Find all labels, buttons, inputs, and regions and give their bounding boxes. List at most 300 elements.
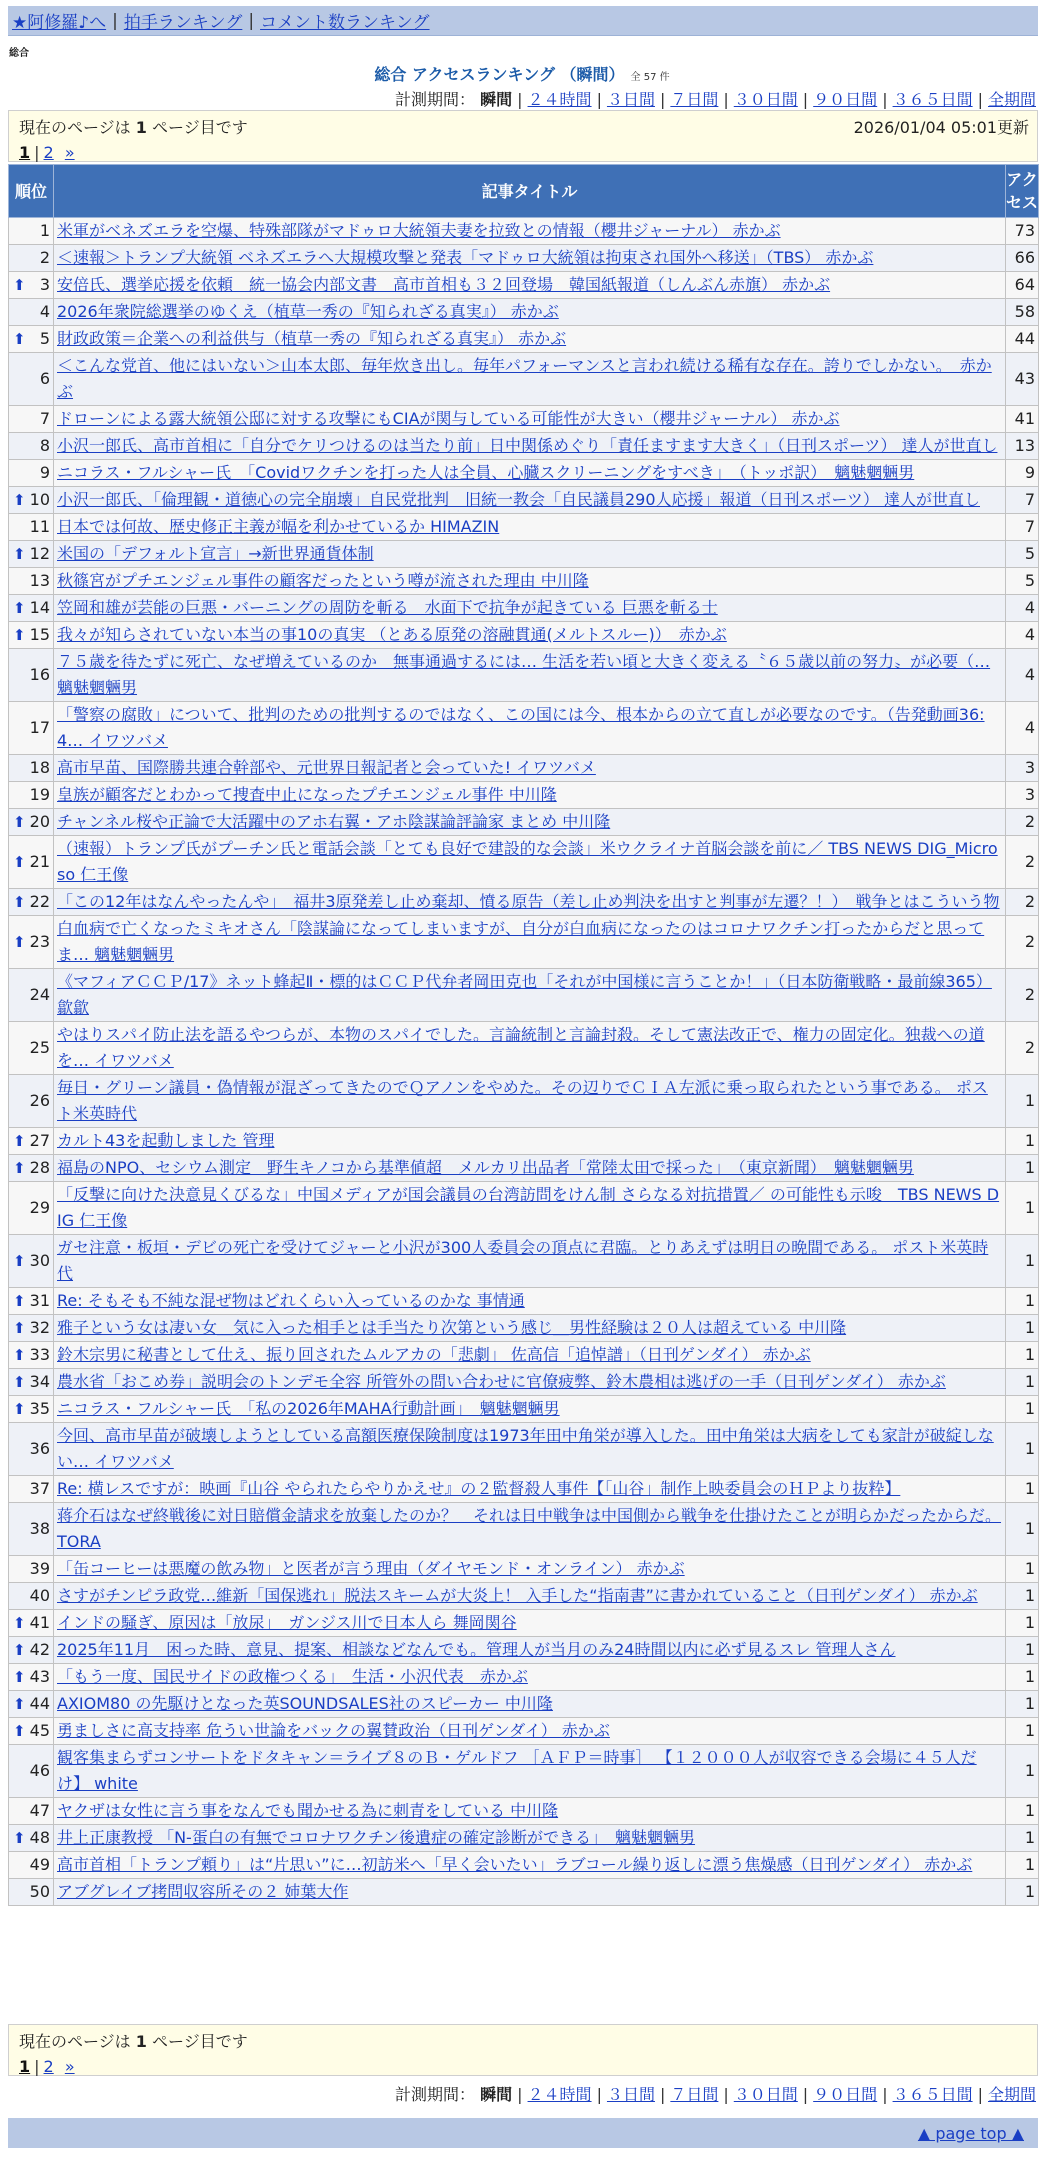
table-row	[9, 1128, 1039, 1155]
rank-up-arrow-icon: ⬆	[13, 330, 26, 348]
top-navigation	[8, 6, 1038, 36]
title-cell	[54, 836, 1006, 889]
access-count: 43	[1006, 353, 1039, 406]
rank-number: 25	[29, 1038, 50, 1057]
pagination-box-top	[8, 110, 1038, 162]
access-count: 1	[1006, 1369, 1039, 1396]
rank-cell	[9, 916, 54, 969]
rank-cell	[9, 1583, 54, 1610]
article-title-link[interactable]: 小沢一郎氏、「倫理観・道徳心の完全崩壊」自民党批判 旧統一教会「自民議員290人応援」報道（日刊スポーツ） 達人が世直し	[57, 490, 980, 509]
page-link-1[interactable]: 1	[19, 143, 31, 162]
table-row	[9, 1315, 1039, 1342]
access-count: 5	[1006, 541, 1039, 568]
access-count: 1	[1006, 1342, 1039, 1369]
rank-cell	[9, 702, 54, 755]
access-count: 44	[1006, 326, 1039, 353]
article-title-link[interactable]: 小沢一郎氏、高市首相に「自分でケリつけるのは当たり前」日中関係めぐり「責任ますます大きく」（日刊スポーツ） 達人が世直し	[57, 436, 998, 455]
title-cell	[54, 1342, 1006, 1369]
rank-cell	[9, 782, 54, 809]
table-row	[9, 622, 1039, 649]
article-title-link[interactable]: Re: そもそも不純な混ぜ物はどれくらい入っているのかな 事情通	[57, 1291, 525, 1310]
access-count: 64	[1006, 272, 1039, 299]
access-count: 4	[1006, 649, 1039, 702]
title-cell	[54, 1852, 1006, 1879]
access-count: 1	[1006, 1288, 1039, 1315]
article-title-link[interactable]: 鈴木宗男に秘書として仕え、振り回されたムルアカの「悲劇」 佐高信「追悼譜」（日刊ゲンダイ） 赤かぶ	[57, 1345, 811, 1364]
article-title-link[interactable]: （速報）トランプ氏がプーチン氏と電話会談「とても良好で建設的な会談」米ウクライナ首脳会談を前に／ TBS NEWS DIG_Microso 仁王像	[57, 839, 998, 884]
title-cell	[54, 514, 1006, 541]
rank-cell	[9, 1691, 54, 1718]
article-title-link[interactable]: 2026年衆院総選挙のゆくえ（植草一秀の『知られざる真実』） 赤かぶ	[57, 302, 559, 321]
article-title-link[interactable]: 高市早苗、国際勝共連合幹部や、元世界日報記者と会っていた! イワツバメ	[57, 758, 596, 777]
table-row	[9, 353, 1039, 406]
period-option-90d[interactable]: ９０日間	[813, 2085, 878, 2104]
title-cell	[54, 809, 1006, 836]
rank-cell	[9, 1798, 54, 1825]
article-title-link[interactable]: 「缶コーヒーは悪魔の飲み物」と医者が言う理由（ダイヤモンド・オンライン） 赤かぶ	[57, 1559, 685, 1578]
rank-cell	[9, 1128, 54, 1155]
table-row	[9, 1476, 1039, 1503]
rank-cell	[9, 299, 54, 326]
period-option-24h[interactable]: ２４時間	[527, 90, 592, 109]
title-cell	[54, 406, 1006, 433]
rank-up-arrow-icon: ⬆	[13, 933, 26, 951]
rank-cell	[9, 245, 54, 272]
page-text-post: ページ目です	[152, 2032, 248, 2051]
next-page-link[interactable]: »	[64, 143, 75, 162]
title-cell	[54, 1423, 1006, 1476]
table-row	[9, 568, 1039, 595]
table-row	[9, 1022, 1039, 1075]
rank-number: 26	[29, 1091, 50, 1110]
update-timestamp: 2026/01/04 05:01更新	[853, 118, 1029, 137]
title-cell	[54, 622, 1006, 649]
rank-cell	[9, 326, 54, 353]
period-option-all[interactable]: 全期間	[987, 90, 1036, 109]
rank-number: 10	[29, 490, 50, 509]
rank-up-arrow-icon: ⬆	[13, 1252, 26, 1270]
rank-number: 35	[29, 1399, 50, 1418]
article-title-link[interactable]: 「この12年はなんやったんや」 福井3原発差し止め棄却、憤る原告（差し止め判決を出すと判事が左遷？！） 戦争とはこういう物	[57, 892, 1000, 911]
article-title-link[interactable]: 《マフィアＣＣＰ/17》ネット蜂起Ⅱ・標的はＣＣＰ代弁者岡田克也「それが中国様に言うことか！」（日本防衛戦略・最前線365） 歙歙	[57, 972, 992, 1017]
rank-number: 7	[39, 409, 50, 428]
title-cell	[54, 1610, 1006, 1637]
rank-number: 23	[29, 932, 50, 951]
table-row	[9, 1182, 1039, 1235]
table-row	[9, 460, 1039, 487]
table-row	[9, 1879, 1039, 1906]
article-title-link[interactable]: ドローンによる露大統領公邸に対する攻撃にもCIAが関与している可能性が大きい（櫻井ジャーナル） 赤かぶ	[57, 409, 840, 428]
article-title-link[interactable]: やはりスパイ防止法を語るやつらが、本物のスパイでした。言論統制と言論封殺。そして憲法改正で、権力の固定化。独裁への道を… イワツバメ	[57, 1025, 985, 1070]
period-option-7d[interactable]: ７日間	[670, 90, 719, 109]
rank-cell	[9, 889, 54, 916]
access-count: 1	[1006, 1155, 1039, 1182]
article-title-link[interactable]: 安倍氏、選挙応援を依頼 統一協会内部文書 高市首相も３２回登場 韓国紙報道（しんぶん赤旗） 赤かぶ	[57, 275, 831, 294]
period-option-30d[interactable]: ３０日間	[733, 90, 798, 109]
rank-number: 44	[29, 1694, 50, 1713]
page-link-2[interactable]: 2	[43, 143, 54, 162]
title-cell	[54, 1235, 1006, 1288]
article-title-link[interactable]: ガセ注意・板垣・デビの死亡を受けてジャーと小沢が300人委員会の頂点に君臨。とりあえずは明日の晩間である。 ポスト米英時代	[57, 1238, 989, 1283]
access-count: 4	[1006, 702, 1039, 755]
rank-number: 29	[29, 1198, 50, 1217]
title-cell	[54, 1315, 1006, 1342]
article-title-link[interactable]: 米国の「デフォルト宣言」→新世界通貨体制	[57, 544, 374, 563]
rank-number: 5	[39, 329, 50, 348]
article-title-link[interactable]: チャンネル桜や正論で大活躍中のアホ右翼・アホ陰謀論評論家 まとめ 中川隆	[57, 812, 611, 831]
article-title-link[interactable]: ＜こんな党首、他にはいない＞山本太郎、毎年炊き出し。毎年パフォーマンスと言われ続ける稀有な存在。誇りでしかない。 赤かぶ	[57, 356, 992, 401]
rank-number: 22	[29, 892, 50, 911]
rank-cell	[9, 1476, 54, 1503]
access-count: 2	[1006, 889, 1039, 916]
title-cell	[54, 218, 1006, 245]
table-row	[9, 1342, 1039, 1369]
rank-cell	[9, 541, 54, 568]
title-cell	[54, 889, 1006, 916]
rank-number: 8	[39, 436, 50, 455]
table-row	[9, 433, 1039, 460]
rank-cell	[9, 1718, 54, 1745]
article-title-link[interactable]: 笠岡和雄が芸能の巨悪・バーニングの周防を斬る 水面下で抗争が起きている 巨悪を斬る士	[57, 598, 718, 617]
access-count: 1	[1006, 1718, 1039, 1745]
page-link-2[interactable]: 2	[43, 2057, 54, 2076]
pager: 1 | 2 »	[19, 143, 75, 162]
article-title-link[interactable]: 観客集まらずコンサートをドタキャン＝ライブ８のＢ・ゲルドフ ［ＡＦＰ＝時事］ 【１２０００人が収容できる会場に４５人だけ】 white	[57, 1748, 977, 1793]
footer-bar	[8, 2118, 1038, 2148]
period-option-3d[interactable]: ３日間	[606, 2085, 655, 2104]
title-cell	[54, 649, 1006, 702]
article-title-link[interactable]: 米軍がベネズエラを空爆、特殊部隊がマドゥロ大統領夫妻を拉致との情報（櫻井ジャーナル） 赤かぶ	[57, 221, 781, 240]
access-count: 1	[1006, 1396, 1039, 1423]
rank-cell	[9, 1155, 54, 1182]
rank-number: 15	[29, 625, 50, 644]
rank-cell	[9, 1825, 54, 1852]
rank-cell	[9, 272, 54, 299]
access-count: 1	[1006, 1075, 1039, 1128]
title-cell	[54, 1022, 1006, 1075]
next-page-link[interactable]: »	[64, 2057, 75, 2076]
table-row	[9, 487, 1039, 514]
title-cell	[54, 1664, 1006, 1691]
article-title-link[interactable]: 勇ましさに高支持率 危うい世論をバックの翼賛政治（日刊ゲンダイ） 赤かぶ	[57, 1721, 610, 1740]
rank-number: 50	[29, 1882, 50, 1901]
rank-cell	[9, 1664, 54, 1691]
rank-cell	[9, 1879, 54, 1906]
period-option-all[interactable]: 全期間	[987, 2085, 1036, 2104]
title-cell	[54, 1288, 1006, 1315]
pager: 1 | 2 »	[19, 2057, 75, 2076]
article-title-link[interactable]: 福島のNPO、セシウム測定 野生キノコから基準値超 メルカリ出品者「常陸太田で採った」 （東京新聞） 魑魅魍魎男	[57, 1158, 914, 1177]
access-count: 2	[1006, 836, 1039, 889]
article-title-link[interactable]: 「反撃に向けた決意見くびるな」中国メディアが国会議員の台湾訪問をけん制 さらなる対抗措置／ の可能性も示唆 TBS NEWS DIG 仁王像	[57, 1185, 1000, 1230]
title-cell	[54, 1825, 1006, 1852]
rank-up-arrow-icon: ⬆	[13, 1132, 26, 1150]
table-row	[9, 969, 1039, 1022]
title-cell	[54, 969, 1006, 1022]
rank-up-arrow-icon: ⬆	[13, 1159, 26, 1177]
table-row	[9, 1369, 1039, 1396]
article-title-link[interactable]: ヤクザは女性に言う事をなんでも聞かせる為に刺青をしている 中川隆	[57, 1801, 559, 1820]
article-title-link[interactable]: ニコラス・フルシャー氏 「Covidワクチンを打った人は全員、心臓スクリーニングをすべき」 （トッポ訳） 魑魅魍魎男	[57, 463, 915, 482]
article-title-link[interactable]: ニコラス・フルシャー氏 「私の2026年MAHA行動計画」 魑魅魍魎男	[57, 1399, 560, 1418]
title-cell	[54, 916, 1006, 969]
table-row	[9, 809, 1039, 836]
table-row	[9, 1798, 1039, 1825]
access-count: 1	[1006, 1691, 1039, 1718]
rank-up-arrow-icon: ⬆	[13, 1292, 26, 1310]
rank-number: 16	[29, 665, 50, 684]
rank-cell	[9, 649, 54, 702]
rank-up-arrow-icon: ⬆	[13, 1400, 26, 1418]
article-title-link[interactable]: 我々が知らされていない本当の事10の真実 （とある原発の溶融貫通(メルトスルー)） 赤かぶ	[57, 625, 727, 644]
rank-up-arrow-icon: ⬆	[13, 1346, 26, 1364]
article-title-link[interactable]: カルト43を起動しました 管理	[57, 1131, 275, 1150]
article-title-link[interactable]: ＜速報＞トランプ大統領 ベネズエラへ大規模攻撃と発表「マドゥロ大統領は拘束され国外へ移送」（TBS） 赤かぶ	[57, 248, 874, 267]
article-title-link[interactable]: アブグレイブ拷問収容所その２ 姉葉大作	[57, 1882, 349, 1901]
article-title-link[interactable]: 井上正康教授 「N-蛋白の有無でコロナワクチン後遺症の確定診断ができる」 魑魅魍魎男	[57, 1828, 696, 1847]
rank-number: 33	[29, 1345, 50, 1364]
table-row	[9, 1423, 1039, 1476]
table-row	[9, 595, 1039, 622]
period-option-365d[interactable]: ３６５日間	[892, 90, 973, 109]
article-title-link[interactable]: さすがチンピラ政党…維新「国保逃れ」脱法スキームが大炎上！ 入手した“指南書”に書かれていること（日刊ゲンダイ） 赤かぶ	[57, 1586, 978, 1605]
title-cell	[54, 272, 1006, 299]
article-title-link[interactable]: 財政政策＝企業への利益供与（植草一秀の『知られざる真実』） 赤かぶ	[57, 329, 567, 348]
rank-number: 32	[29, 1318, 50, 1337]
rank-up-arrow-icon: ⬆	[13, 1722, 26, 1740]
period-current: 瞬間	[480, 2085, 513, 2104]
rank-up-arrow-icon: ⬆	[13, 1373, 26, 1391]
period-selector-top: 計測期間： 瞬間 | ２４時間 | ３日間 | ７日間 | ３０日間 | ９０日間 | ３６５日間 | 全期間	[395, 90, 1036, 109]
title-cell	[54, 755, 1006, 782]
rank-up-arrow-icon: ⬆	[13, 1319, 26, 1337]
rank-cell	[9, 487, 54, 514]
access-count: 1	[1006, 1637, 1039, 1664]
article-title-link[interactable]: 皇族が顧客だとわかって捜査中止になったプチエンジェル事件 中川隆	[57, 785, 557, 804]
table-row	[9, 1155, 1039, 1182]
title-cell	[54, 782, 1006, 809]
rank-cell	[9, 1852, 54, 1879]
rank-number: 9	[39, 463, 50, 482]
title-cell	[54, 299, 1006, 326]
rank-number: 34	[29, 1372, 50, 1391]
rank-up-arrow-icon: ⬆	[13, 491, 26, 509]
rank-cell	[9, 1637, 54, 1664]
title-cell	[54, 702, 1006, 755]
article-title-link[interactable]: 「もう一度、国民サイドの政権つくる」 生活・小沢代表 赤かぶ	[57, 1667, 528, 1686]
rank-number: 12	[29, 544, 50, 563]
rank-up-arrow-icon: ⬆	[13, 893, 26, 911]
access-count: 1	[1006, 1664, 1039, 1691]
page-link-1[interactable]: 1	[19, 2057, 31, 2076]
rank-up-arrow-icon: ⬆	[13, 1641, 26, 1659]
title-cell	[54, 1637, 1006, 1664]
title-cell	[54, 460, 1006, 487]
title-cell	[54, 433, 1006, 460]
page-top-link[interactable]: ▲ page top ▲	[917, 2123, 1024, 2143]
article-title-link[interactable]: 白血病で亡くなったミキオさん「陰謀論になってしまいますが、自分が白血病になったのはコロナワクチン打ったからだと思ってま… 魑魅魍魎男	[57, 919, 985, 964]
table-row	[9, 218, 1039, 245]
period-option-30d[interactable]: ３０日間	[733, 2085, 798, 2104]
rank-number: 38	[29, 1519, 50, 1538]
rank-number: 47	[29, 1801, 50, 1820]
header-title: 記事タイトル	[54, 165, 1006, 218]
access-count: 1	[1006, 1476, 1039, 1503]
table-row	[9, 1075, 1039, 1128]
ranking-title: 総合 アクセスランキング （瞬間）	[374, 65, 625, 84]
home-link[interactable]: ★阿修羅♪へ	[12, 13, 107, 33]
applause-ranking-link[interactable]: 拍手ランキング	[123, 13, 243, 33]
rank-cell	[9, 622, 54, 649]
article-title-link[interactable]: 秋篠宮がプチエンジェル事件の顧客だったという噂が流された理由 中川隆	[57, 571, 589, 590]
rank-cell	[9, 406, 54, 433]
category-label: 総合	[9, 48, 29, 59]
rank-cell	[9, 1369, 54, 1396]
access-count: 1	[1006, 1423, 1039, 1476]
rank-cell	[9, 514, 54, 541]
nav-separator: |	[248, 10, 255, 31]
period-option-7d[interactable]: ７日間	[670, 2085, 719, 2104]
rank-cell	[9, 1610, 54, 1637]
table-row	[9, 1718, 1039, 1745]
table-row	[9, 1610, 1039, 1637]
table-row	[9, 1235, 1039, 1288]
article-title-link[interactable]: 高市首相「トランプ頼り」は“片思い”に…初訪米へ「早く会いたい」ラブコール繰り返しに漂う焦燥感（日刊ゲンダイ） 赤かぶ	[57, 1855, 973, 1874]
table-row	[9, 272, 1039, 299]
rank-cell	[9, 836, 54, 889]
article-title-link[interactable]: 雅子という女は凄い女＿気に入った相手とは手当たり次第という感じ＿男性経験は２０人は超えている 中川隆	[57, 1318, 847, 1337]
access-count: 1	[1006, 1583, 1039, 1610]
rank-number: 20	[29, 812, 50, 831]
access-count: 7	[1006, 487, 1039, 514]
article-title-link[interactable]: 蒋介石はなぜ終戦後に対日賠償金請求を放棄したのか？ それは日中戦争は中国側から戦争を仕掛けたことが明らかだったからだ。 TORA	[57, 1506, 1002, 1551]
rank-up-arrow-icon: ⬆	[13, 853, 26, 871]
nav-separator: |	[112, 10, 118, 31]
access-count: 4	[1006, 595, 1039, 622]
period-option-3d[interactable]: ３日間	[606, 90, 655, 109]
comment-ranking-link[interactable]: コメント数ランキング	[260, 13, 430, 33]
title-cell	[54, 1745, 1006, 1798]
title-cell	[54, 568, 1006, 595]
header-access: アクセス	[1006, 165, 1039, 218]
rank-cell	[9, 1503, 54, 1556]
current-page-text	[19, 2029, 1027, 2052]
rank-number: 27	[29, 1131, 50, 1150]
rank-number: 4	[39, 302, 50, 321]
rank-cell	[9, 1075, 54, 1128]
article-title-link[interactable]: AXIOM80 の先駆けとなった英SOUNDSALES社のスピーカー 中川隆	[57, 1694, 553, 1713]
rank-cell	[9, 1556, 54, 1583]
rank-number: 18	[29, 758, 50, 777]
rank-cell	[9, 1396, 54, 1423]
access-count: 58	[1006, 299, 1039, 326]
access-count: 7	[1006, 514, 1039, 541]
article-title-link[interactable]: 毎日・グリーン議員・偽情報が混ざってきたのでＱアノンをやめた。その辺りでＣＩＡ左派に乗っ取られたという事である。 ポスト米英時代	[57, 1078, 988, 1123]
rank-number: 40	[29, 1586, 50, 1605]
rank-number: 2	[39, 248, 50, 267]
table-row	[9, 782, 1039, 809]
article-title-link[interactable]: ７５歳を待たずに死亡、なぜ増えているのか 無事通過するには… 生活を若い頃と大きく変える〝６５歳以前の努力〟が必要（… 魑魅魍魎男	[57, 652, 991, 697]
rank-number: 31	[29, 1291, 50, 1310]
article-title-link[interactable]: 「警察の腐敗」について、批判のための批判するのではなく、この国には今、根本からの立て直しが必要なのです。（告発動画36:4… イワツバメ	[57, 705, 985, 750]
access-count: 1	[1006, 1852, 1039, 1879]
article-title-link[interactable]: Re: 横レスですが：映画『山谷 やられたらやりかえせ』の２監督殺人事件【「山谷」制作上映委員会のＨＰより抜粋】	[57, 1479, 901, 1498]
access-count: 1	[1006, 1503, 1039, 1556]
title-cell	[54, 1128, 1006, 1155]
article-title-link[interactable]: 2025年11月 困った時、意見、提案、相談などなんでも。管理人が当月のみ24時間以内に必ず見るスレ 管理人さん	[57, 1640, 896, 1659]
rank-number: 6	[39, 369, 50, 388]
rank-number: 49	[29, 1855, 50, 1874]
title-cell	[54, 1182, 1006, 1235]
rank-cell	[9, 1022, 54, 1075]
access-count: 5	[1006, 568, 1039, 595]
table-row	[9, 1583, 1039, 1610]
rank-up-arrow-icon: ⬆	[13, 1614, 26, 1632]
rank-number: 13	[29, 571, 50, 590]
rank-cell	[9, 353, 54, 406]
period-option-90d[interactable]: ９０日間	[813, 90, 878, 109]
ranking-table	[8, 164, 1039, 1906]
rank-cell	[9, 1315, 54, 1342]
page-number: 1	[135, 118, 147, 137]
table-row	[9, 889, 1039, 916]
table-row	[9, 245, 1039, 272]
rank-number: 43	[29, 1667, 50, 1686]
article-title-link[interactable]: 今回、高市早苗が破壊しようとしている高額医療保険制度は1973年田中角栄が導入した。田中角栄は大病をしても家計が破綻しない… イワツバメ	[57, 1426, 994, 1471]
rank-cell	[9, 1745, 54, 1798]
page-text-pre: 現在のページは	[19, 118, 131, 137]
title-cell	[54, 1691, 1006, 1718]
access-count: 3	[1006, 782, 1039, 809]
table-row	[9, 836, 1039, 889]
title-cell	[54, 1583, 1006, 1610]
rank-number: 37	[29, 1479, 50, 1498]
rank-cell	[9, 1235, 54, 1288]
access-count: 66	[1006, 245, 1039, 272]
title-cell	[54, 1503, 1006, 1556]
rank-up-arrow-icon: ⬆	[13, 545, 26, 563]
table-row	[9, 1637, 1039, 1664]
title-cell	[54, 1155, 1006, 1182]
header-rank: 順位	[9, 165, 54, 218]
access-count: 1	[1006, 1825, 1039, 1852]
rank-number: 17	[29, 718, 50, 737]
article-title-link[interactable]: 農水省「おこめ券」説明会のトンデモ全容 所管外の問い合わせに官僚疲弊、鈴木農相は逃げの一手（日刊ゲンダイ） 赤かぶ	[57, 1372, 946, 1391]
title-cell	[54, 245, 1006, 272]
access-count: 3	[1006, 755, 1039, 782]
article-title-link[interactable]: 日本では何故、歴史修正主義が幅を利かせているか HIMAZIN	[57, 517, 500, 536]
rank-cell	[9, 1182, 54, 1235]
article-title-link[interactable]: インドの騒ぎ、原因は「放尿」 ガンジス川で日本人ら 舞岡関谷	[57, 1613, 517, 1632]
access-count: 1	[1006, 1610, 1039, 1637]
period-selector-bottom: 計測期間： 瞬間 | ２４時間 | ３日間 | ７日間 | ３０日間 | ９０日間 | ３６５日間 | 全期間	[395, 2085, 1036, 2104]
table-row	[9, 1288, 1039, 1315]
rank-cell	[9, 809, 54, 836]
table-row	[9, 1852, 1039, 1879]
rank-number: 24	[29, 985, 50, 1004]
period-option-24h[interactable]: ２４時間	[527, 2085, 592, 2104]
period-option-365d[interactable]: ３６５日間	[892, 2085, 973, 2104]
access-count: 1	[1006, 1798, 1039, 1825]
rank-cell	[9, 969, 54, 1022]
access-count: 1	[1006, 1235, 1039, 1288]
access-count: 1	[1006, 1315, 1039, 1342]
rank-number: 46	[29, 1761, 50, 1780]
title-cell	[54, 1556, 1006, 1583]
access-count: 1	[1006, 1556, 1039, 1583]
rank-cell	[9, 433, 54, 460]
access-count: 2	[1006, 916, 1039, 969]
